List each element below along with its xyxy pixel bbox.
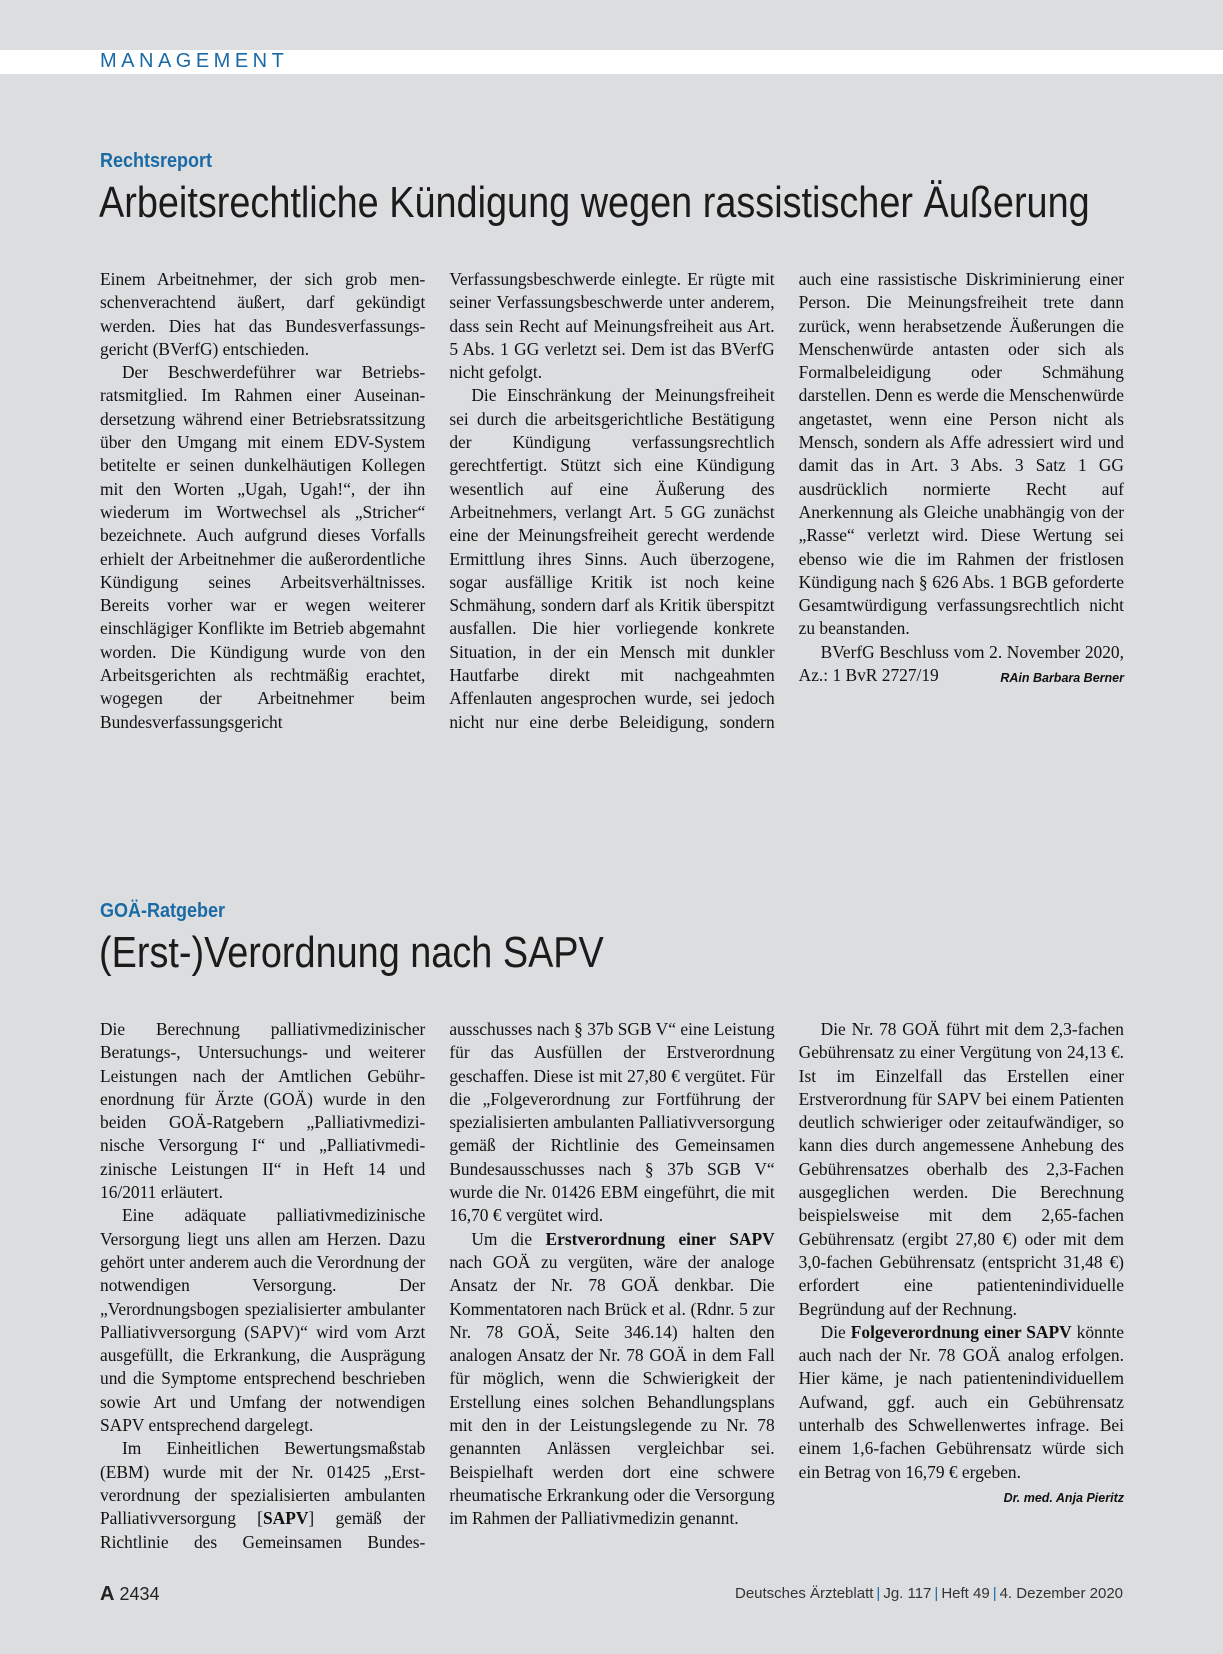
- article1-reference: [799, 641, 1124, 688]
- journal-name: Deutsches Ärzteblatt: [735, 1585, 874, 1602]
- article1-citation: BVerfG Beschluss vom 2. November 2020, Az.: 1 BvR 2727/19: [798, 641, 1124, 686]
- article2-paragraph: [449, 1228, 774, 1531]
- page-prefix: A: [100, 1583, 115, 1605]
- article2-paragraph: Eine adäquate palliativmedizinische Versorgung liegt uns allen am Herzen. Dazu gehört unter anderem auch die Verordnung der notwendigen Versorgung. Der „Verordnungsbogen spezialisierter ambulanter Palliativversorgung (SAPV)“ wird vom Arzt ausgefüllt, die Erkrankung, die Ausprägung und die Symptome entsprechend beschrieben sowie Art und Umfang der notwendigen SAPV entsprechend dargelegt.: [100, 1205, 426, 1436]
- article1-paragraph: Einem Arbeitnehmer, der sich grob menschenverachtend äußert, darf gekündigt werden. Dies hat das Bundesverfassungsgericht (BVerfG) entschieden.: [100, 269, 426, 359]
- journal-info: [735, 1585, 1123, 1602]
- article2-columns: [100, 1018, 1124, 1558]
- bold-term: Folgeverordnung einer SAPV: [850, 1321, 1072, 1342]
- bold-term: SAPV: [262, 1508, 309, 1529]
- article1-body: [100, 268, 1124, 738]
- article2-paragraph: [798, 1321, 1124, 1505]
- volume: Jg. 117: [883, 1585, 932, 1602]
- article2-author: Dr. med. Anja Pieritz: [1003, 1490, 1124, 1505]
- bold-term: Erstverordnung einer SAPV: [545, 1228, 775, 1249]
- separator: |: [992, 1585, 997, 1602]
- article1-columns: [100, 268, 1124, 738]
- page-number-value: 2434: [119, 1584, 160, 1604]
- article1-paragraph: Der Beschwerdeführer war Betriebsratsmitglied. Im Rahmen einer Auseinandersetzung während einer Betriebsratssitzung über den Umgang mit einem EDV-System betitelte er seinen dunkelhäutigen Kollegen mit den Worten „Ugah, Ugah!“, der ihn wiederum im Wortwechsel als „Stricher“ bezeichnete. Auch aufgrund dieses Vorfalls erhielt der Arbeitnehmer die außerordentliche Kündigung seines Arbeitsverhältnisses. Bereits vorher war er wegen weiterer einschlägiger Konflikte im Betrieb abgemahnt worden. Die Kündigung wurde von den Arbeitsgerichten als rechtmäßig erachtet, wogegen der Arbeitnehmer beim Bundesverfassungsgericht Verfassungsbeschwerde einlegte. Er rügte mit seiner Verfassungsbeschwerde unter anderem, dass sein Recht auf Meinungsfreiheit aus Art. 5 Abs. 1 GG verletzt sei. Dem ist das BVerfG nicht gefolgt.: [100, 269, 775, 732]
- text-run: könnte auch nach der Nr. 78 GOÄ analog erfolgen. Hier käme, je nach patientenindividuellem Aufwand, ggf. auch ein Gebührensatz unterhalb des Schwellenwertes infrage. Bei einem 1,6-fachen Gebührensatz würde sich ein Betrag von 16,79 € ergeben.: [798, 1321, 1124, 1482]
- text-run: Um die: [471, 1228, 546, 1249]
- page-number: [100, 1583, 160, 1606]
- article2-kicker: GOÄ-Ratgeber: [100, 900, 226, 922]
- text-run: nach GOÄ zu vergüten, wäre der analoge Ansatz der Nr. 78 GOÄ denkbar. Die Kommentatoren nach Brück et al. (Rdnr. 5 zur Nr. 78 GOÄ, Seite 346.14) halten den analogen Ansatz der Nr. 78 GOÄ in dem Fall für möglich, wenn die Schwierigkeit der Erstellung eines solchen Behandlungsplans mit den in der Leistungslegende zu Nr. 78 genannten Anlässen vergleichbar sei. Beispielhaft werden dort eine schwere rheumatische Erkrankung oder die Versorgung im Rahmen der Palliativmedizin genannt.: [449, 1251, 775, 1529]
- article1-kicker: Rechtsreport: [100, 150, 213, 172]
- text-run: ] gemäß der Richtlinie des Gemeinsamen Bundesausschusses nach § 37b SGB V“ eine Leistung für das Ausfüllen der Erstverordnung geschaffen. Diese ist mit 27,80 € vergütet. Für die „Folgeverordnung zur Fortführung der spezialisierten ambulanten Palliativversorgung gemäß der Richtlinie des Gemeinsamen Bundesausschusses nach § 37b SGB V“ wurde die Nr. 01426 EBM eingeführt, die mit 16,70 € vergütet wird.: [100, 1019, 775, 1552]
- article1-title: Arbeitsrechtliche Kündigung wegen rassistischer Äußerung: [99, 178, 1090, 227]
- article2-title: (Erst-)Verordnung nach SAPV: [99, 928, 604, 977]
- article2-paragraph: Die Berechnung palliativmedizinischer Beratungs-, Untersuchungs- und weiterer Leistungen nach der Amtlichen Gebührenordnung für Ärzte (GOÄ) wurde in den beiden GOÄ-Ratgebern „Palliativmedizinische Versorgung I“ und „Palliativmedizinische Leistungen II“ in Heft 14 und 16/2011 erläutert.: [100, 1019, 426, 1203]
- issue-date: 4. Dezember 2020: [999, 1585, 1123, 1602]
- text-run: Die: [820, 1321, 851, 1342]
- issue: Heft 49: [941, 1585, 990, 1602]
- article2-body: [100, 1018, 1124, 1558]
- article2-paragraph: Die Nr. 78 GOÄ führt mit dem 2,3-fachen Gebührensatz zu einer Vergütung von 24,13 €. Ist im Einzelfall das Erstellen einer Erstverordnung für SAPV bei einem Patienten deutlich schwieriger oder zeitaufwändiger, so kann dies durch angemessene Anhebung des Gebührensatzes oberhalb des 2,3-Fachen ausgeglichen werden. Die Berechnung beispielsweise mit dem 2,65-fachen Gebührensatz (ergibt 27,80 €) oder mit dem 3,0-fachen Gebührensatz (entspricht 31,48 €) erfordert eine patientenindividuelle Begründung auf der Rechnung.: [798, 1019, 1124, 1319]
- top-band: [0, 0, 1223, 50]
- article1-author: RAin Barbara Berner: [1000, 671, 1124, 686]
- separator: |: [876, 1585, 881, 1602]
- section-label: MANAGEMENT: [100, 50, 289, 72]
- text-run: Im Einheitlichen Bewertungsmaßstab (EBM) wurde mit der Nr. 01425 „Erstverordnung der spezialisierten ambulanten Palliativversorgung [: [100, 1438, 426, 1529]
- article1-paragraph: Die Einschränkung der Meinungsfreiheit sei durch die arbeitsgerichtliche Bestätigung der Kündigung verfassungsrechtlich gerechtfertigt. Stützt sich eine Kündigung wesentlich auf eine Äußerung des Arbeitnehmers, verlangt Art. 5 GG zunächst eine der Meinungsfreiheit gerecht werdende Ermittlung ihres Sinns. Auch überzogene, sogar ausfällige Kritik ist noch keine Schmähung, sondern darf als Kritik überspitzt ausfallen. Die hier vorliegende konkrete Situation, in der ein Mensch mit dunkler Hautfarbe direkt mit nachgeahmten Affenlauten angesprochen wurde, sei jedoch nicht nur eine derbe Beleidigung, sondern auch eine rassistische Diskriminierung einer Person. Die Meinungsfreiheit trete dann zurück, wenn herabsetzende Äußerungen die Menschenwürde antasten oder sich als Formalbeleidigung oder Schmähung darstellen. Denn es werde die Menschenwürde angetastet, wenn eine Person nicht als Mensch, sondern als Affe adressiert wird und damit das in Art. 3 Abs. 3 Satz 1 GG ausdrücklich normierte Recht auf Anerkennung als Gleiche unabhängig von der „Rasse“ verletzt wird. Diese Wertung sei ebenso wie die im Rahmen der fristlosen Kündigung nach § 626 Abs. 1 BGB geforderte Gesamtwürdigung verfassungsrechtlich nicht zu beanstanden.: [449, 269, 1124, 732]
- separator: |: [934, 1585, 939, 1602]
